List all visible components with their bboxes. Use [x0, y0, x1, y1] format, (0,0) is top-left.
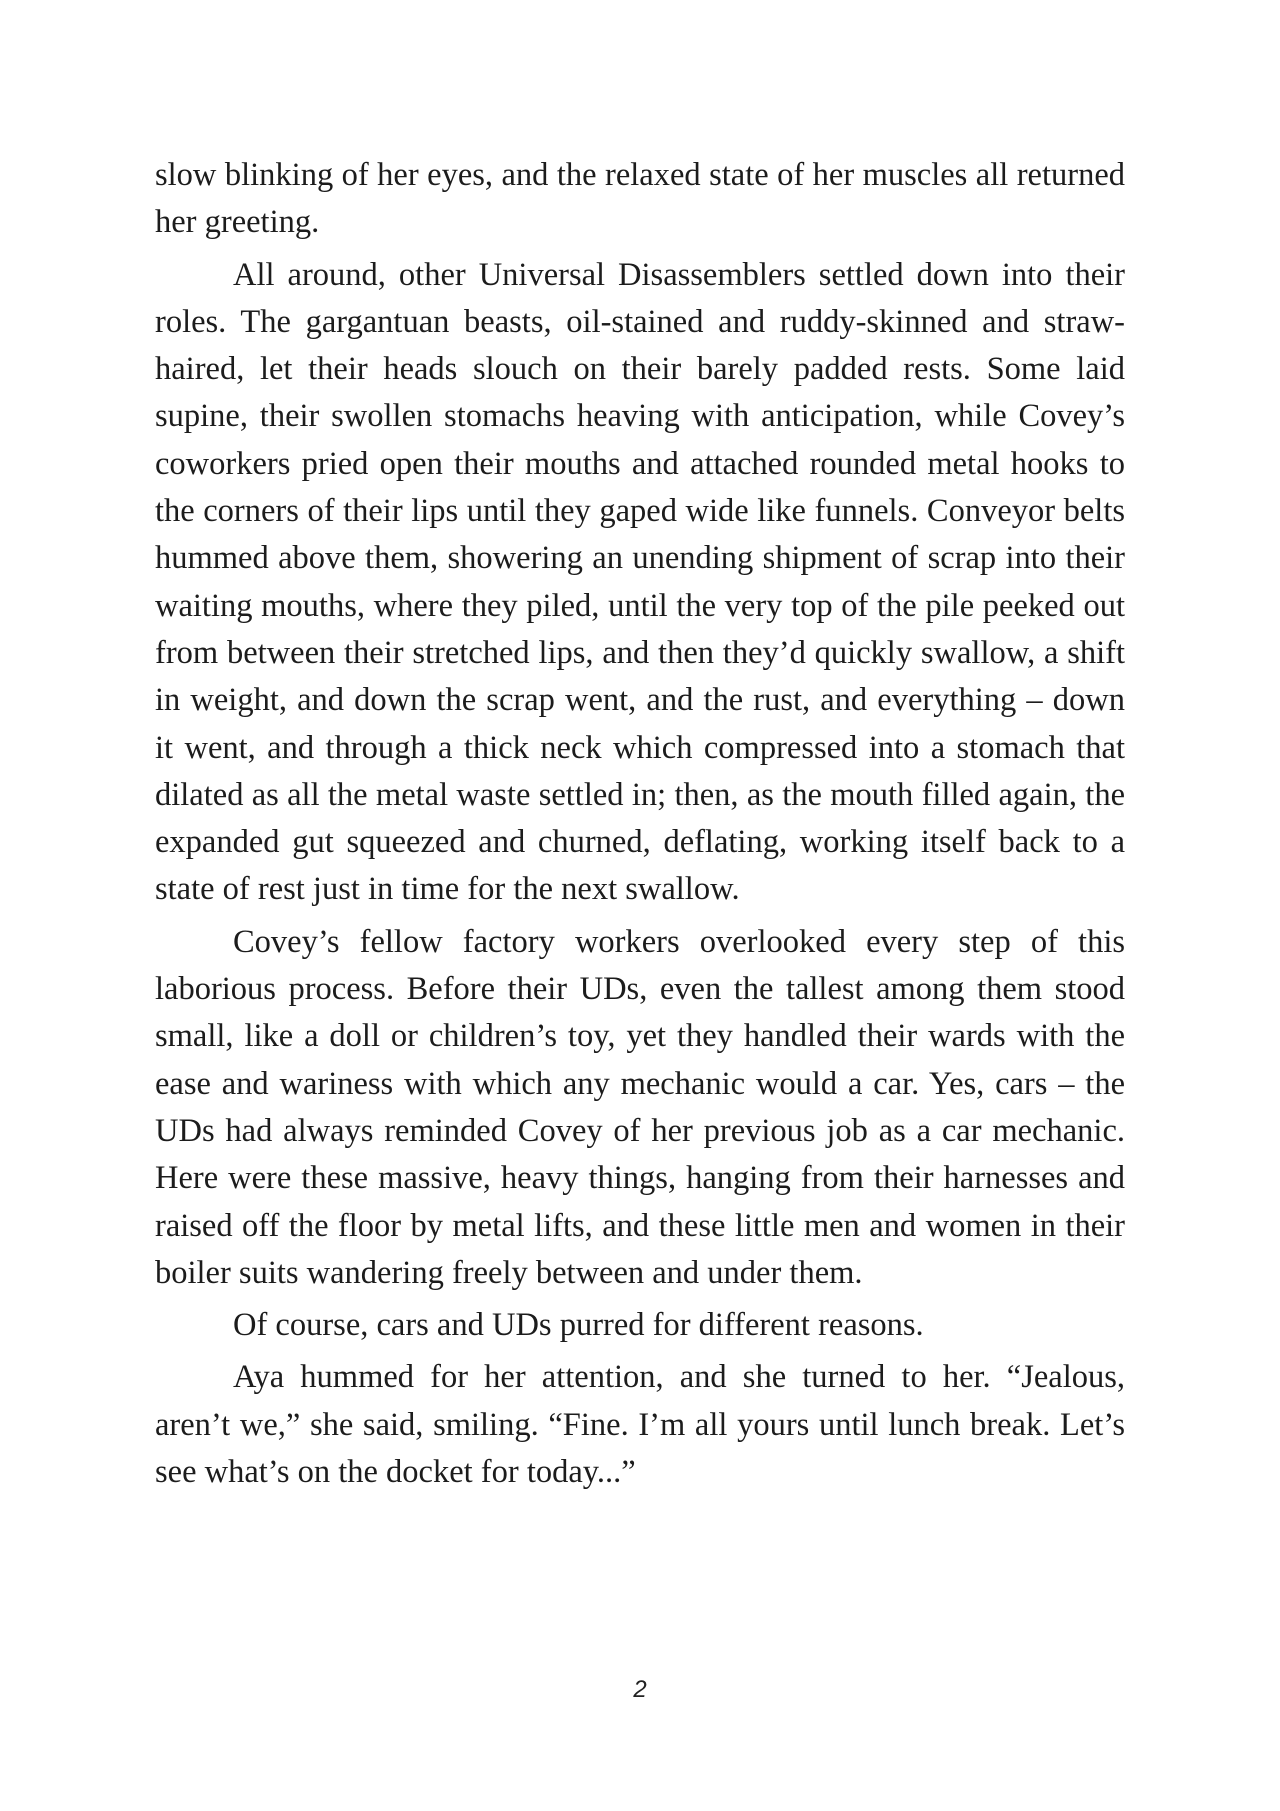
paragraph: Aya hummed for her attention, and she turned to her. “Jealous, aren’t we,” she said, smiling. “Fine. I’m all yours until lunch break. Let’s see what’s on the docket for today...”	[155, 1359, 1125, 1491]
paragraph: Covey’s fellow factory workers overlooked every step of this laborious process. Before their UDs, even the tallest among them stood small, like a doll or children’s toy, yet they handled their wards with the ease and wariness with which any mechanic would a car. Yes, cars – the UDs had always reminded Covey of her previous job as a car mechanic. Here were these massive, heavy things, hanging from their harnesses and raised off the floor by metal lifts, and these little men and women in their boiler suits wandering freely between and under them.	[155, 923, 1125, 1291]
paragraph: Of course, cars and UDs purred for different reasons.	[233, 1307, 924, 1344]
paragraph: All around, other Universal Disassemblers settled down into their roles. The gargantuan beasts, oil-stained and ruddy-skinned and straw-haired, let their heads slouch on their barely padded rests. Some laid supine, their swollen stomachs heaving with anticipation, while Covey’s coworkers pried open their mouths and attached rounded metal hooks to the corners of their lips until they gaped wide like funnels. Conveyor belts hummed above them, showering an unending shipment of scrap into their waiting mouths, where they piled, until the very top of the pile peeked out from between their stretched lips, and then they’d quickly swallow, a shift in weight, and down the scrap went, and the rust, and everything – down it went, and through a thick neck which compressed into a stomach that dilated as all the metal waste settled in; then, as the mouth filled again, the expanded gut squeezed and churned, deflating, working itself back to a state of rest just in time for the next swallow.	[155, 256, 1125, 908]
page-number: 2	[633, 1676, 647, 1703]
paragraph-continued: slow blinking of her eyes, and the relaxed state of her muscles all returned her greeting.	[155, 157, 1125, 241]
body-text	[155, 152, 1125, 1501]
